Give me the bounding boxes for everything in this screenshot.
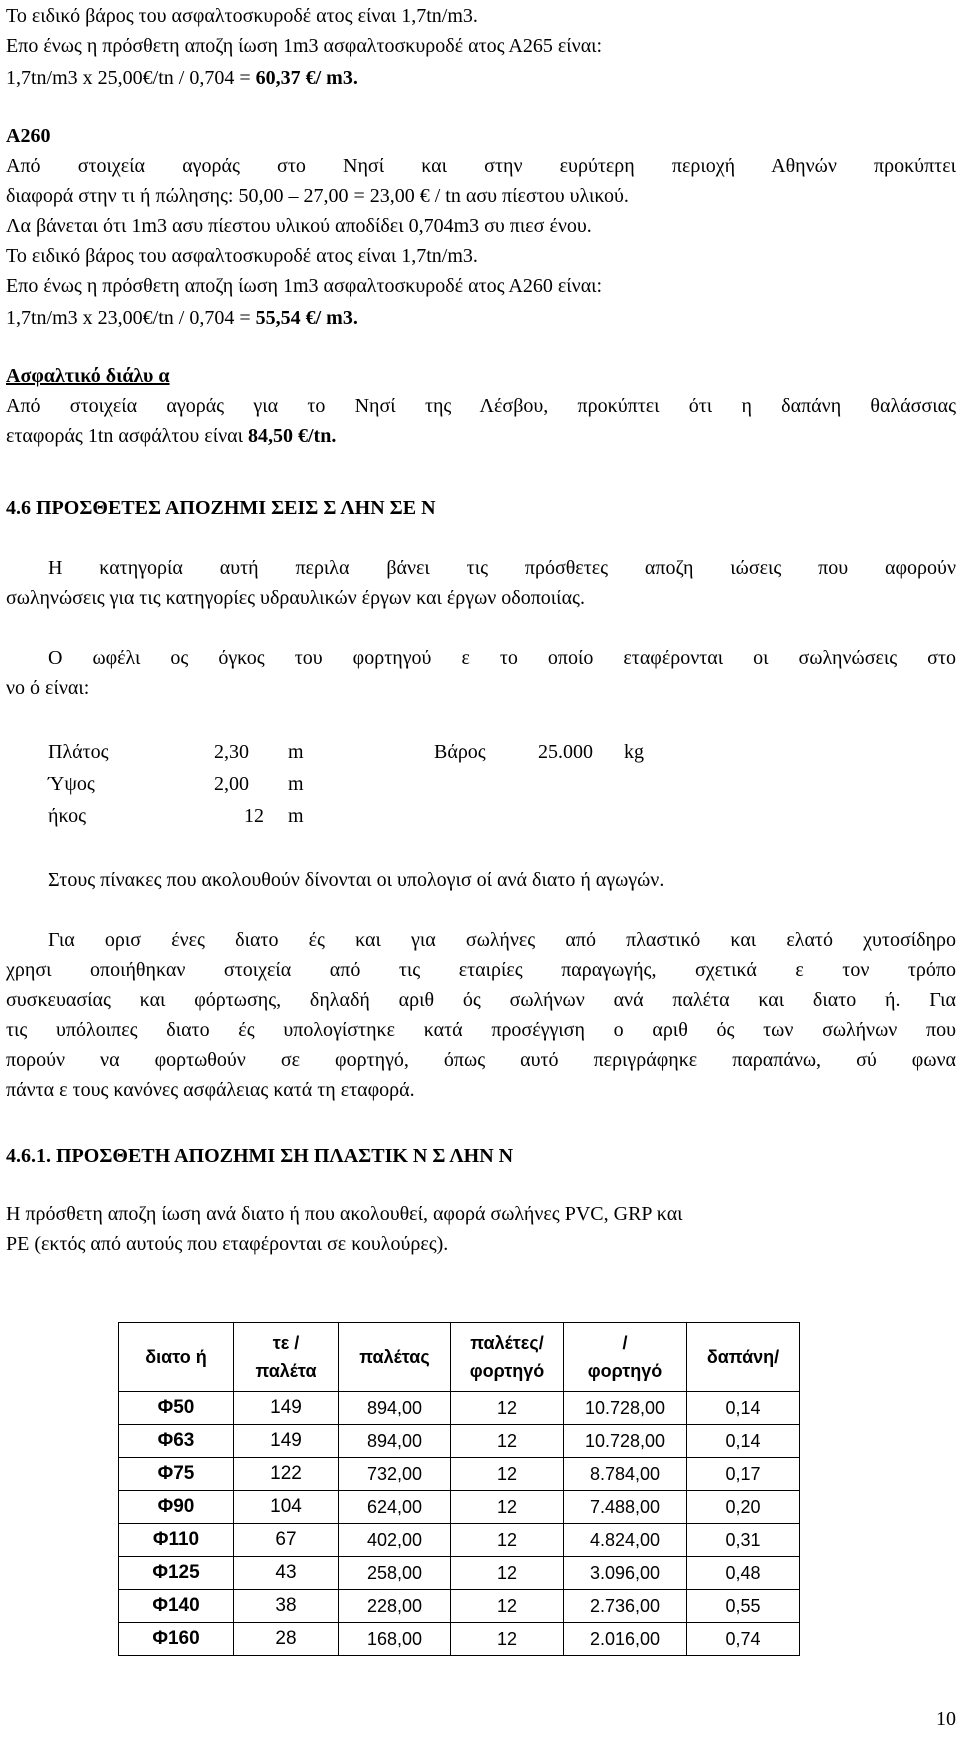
text-line (6, 424, 336, 448)
header-cell: παλέτας (339, 1323, 451, 1392)
header-cell: διατο ή (119, 1323, 234, 1392)
table-row (119, 1491, 800, 1524)
table-cell: 732,00 (339, 1458, 451, 1491)
table-cell: Φ75 (119, 1458, 234, 1491)
table-cell: 0,17 (687, 1458, 800, 1491)
table-cell: 38 (234, 1590, 339, 1623)
text-line: τις υπόλοιπες διατο ές υπολογίστηκε κατά προσέγγιση ο αριθ ός των σωλήνων που (6, 1019, 956, 1041)
table-cell: 10.728,00 (564, 1392, 687, 1425)
calc-result: 60,37 €/ m3. (255, 67, 358, 89)
text-line: Το ειδικό βάρος του ασφαλτοσκυροδέ ατος είναι 1,7tn/m3. (6, 245, 478, 267)
dim-label-height: Ύψος (48, 773, 95, 795)
table-row (119, 1458, 800, 1491)
section-heading-4-6-1: 4.6.1. ΠΡΟΣΘΕΤΗ ΑΠΟΖΗΜΙ ΣΗ ΠΛΑΣΤΙΚ Ν Σ ΛΗΝ Ν (6, 1145, 514, 1167)
table-row (119, 1623, 800, 1656)
text-line: σωληνώσεις για τις κατηγορίες υδραυλικών έργων και έργων οδοποιίας. (6, 587, 585, 609)
table-row (119, 1590, 800, 1623)
table-cell: Φ50 (119, 1392, 234, 1425)
section-heading-4-6: 4.6 ΠΡΟΣΘΕΤΕΣ ΑΠΟΖΗΜΙ ΣΕΙΣ Σ ΛΗΝ ΣΕ Ν (6, 497, 436, 519)
table-cell: 43 (234, 1557, 339, 1590)
dim-unit-length: m (288, 805, 304, 827)
text-span: εταφοράς 1tn ασφάλτου είναι (6, 425, 248, 447)
dim-unit-width: m (288, 741, 304, 763)
dim-label-length: ήκος (48, 805, 87, 827)
table-cell: 12 (451, 1623, 564, 1656)
table-cell: 28 (234, 1623, 339, 1656)
text-line: Στους πίνακες που ακολουθούν δίνονται οι υπολογισ οί ανά διατο ή αγωγών. (48, 869, 665, 891)
table-cell: Φ110 (119, 1524, 234, 1557)
text-line: χρησι οποιήθηκαν στοιχεία από τις εταιρίες παραγωγής, σχετικά ε τον τρόπο (6, 959, 956, 981)
dim-unit-weight: kg (624, 741, 644, 763)
table-cell: Φ160 (119, 1623, 234, 1656)
section-heading-a260: Α260 (6, 125, 51, 147)
table-cell: 12 (451, 1392, 564, 1425)
dim-value-width: 2,30 (214, 741, 249, 763)
text-line: νο ό είναι: (6, 677, 90, 699)
text-line: πάντα ε τους κανόνες ασφάλειας κατά τη εταφορά. (6, 1079, 415, 1101)
table-cell: 149 (234, 1425, 339, 1458)
table-cell: 12 (451, 1557, 564, 1590)
table-cell: Φ140 (119, 1590, 234, 1623)
calc-line (6, 306, 358, 330)
table-cell: 12 (451, 1491, 564, 1524)
dim-value-weight: 25.000 (538, 741, 593, 763)
table-cell: 0,55 (687, 1590, 800, 1623)
table-cell: 3.096,00 (564, 1557, 687, 1590)
text-line: Η πρόσθετη αποζη ίωση ανά διατο ή που ακολουθεί, αφορά σωλήνες PVC, GRP και (6, 1203, 683, 1225)
table-cell: 149 (234, 1392, 339, 1425)
table-cell: Φ63 (119, 1425, 234, 1458)
page-number: 10 (936, 1708, 956, 1730)
table-cell: 0,31 (687, 1524, 800, 1557)
table-row (119, 1524, 800, 1557)
calc-expression: 1,7tn/m3 x 23,00€/tn / 0,704 = (6, 307, 256, 329)
table-cell: 8.784,00 (564, 1458, 687, 1491)
table-cell: 0,20 (687, 1491, 800, 1524)
dim-value-height: 2,00 (214, 773, 249, 795)
table-cell: 12 (451, 1524, 564, 1557)
table-cell: 104 (234, 1491, 339, 1524)
cost-value: 84,50 €/tn. (248, 425, 337, 447)
text-line: Για ορισ ένες διατο ές και για σωλήνες από πλαστικό και ελατό χυτοσίδηρο (48, 929, 956, 951)
dim-label-width: Πλάτος (48, 741, 109, 763)
table-cell: 2.016,00 (564, 1623, 687, 1656)
dim-value-length: 12 (244, 805, 264, 827)
table-cell: 2.736,00 (564, 1590, 687, 1623)
text-line: Από στοιχεία αγοράς στο Νησί και στην ευρύτερη περιοχή Αθηνών προκύπτει (6, 155, 956, 177)
table-row (119, 1425, 800, 1458)
table-cell: 0,14 (687, 1392, 800, 1425)
table-cell: 168,00 (339, 1623, 451, 1656)
table-cell: 258,00 (339, 1557, 451, 1590)
table-cell: 0,48 (687, 1557, 800, 1590)
table-cell: 894,00 (339, 1392, 451, 1425)
table-row (119, 1557, 800, 1590)
table-cell: 402,00 (339, 1524, 451, 1557)
calc-result: 55,54 €/ m3. (255, 307, 358, 329)
table-cell: 12 (451, 1590, 564, 1623)
table-cell: 0,14 (687, 1425, 800, 1458)
pipe-cost-table (118, 1322, 800, 1656)
text-line: Επο ένως η πρόσθετη αποζη ίωση 1m3 ασφαλτοσκυροδέ ατος Α265 είναι: (6, 35, 603, 57)
section-heading-asphalt: Ασφαλτικό διάλυ α (6, 365, 170, 387)
table-cell: 7.488,00 (564, 1491, 687, 1524)
text-line: PE (εκτός από αυτούς που εταφέρονται σε κουλούρες). (6, 1233, 449, 1255)
table-cell: 122 (234, 1458, 339, 1491)
dim-unit-height: m (288, 773, 304, 795)
table-cell: 0,74 (687, 1623, 800, 1656)
table-header-row (119, 1323, 800, 1392)
text-line: Επο ένως η πρόσθετη αποζη ίωση 1m3 ασφαλτοσκυροδέ ατος Α260 είναι: (6, 275, 603, 297)
text-line: διαφορά στην τι ή πώλησης: 50,00 – 27,00 = 23,00 € / tn ασυ πίεστου υλικού. (6, 185, 629, 207)
header-cell: τε / παλέτα (234, 1323, 339, 1392)
table-cell: 12 (451, 1458, 564, 1491)
calc-line (6, 66, 358, 90)
header-cell: δαπάνη/ (687, 1323, 800, 1392)
table-cell: 228,00 (339, 1590, 451, 1623)
table-cell: 4.824,00 (564, 1524, 687, 1557)
table-cell: Φ90 (119, 1491, 234, 1524)
text-line: συσκευασίας και φόρτωσης, δηλαδή αριθ ός σωλήνων ανά παλέτα και διατο ή. Για (6, 989, 956, 1011)
header-cell: παλέτες/ φορτηγό (451, 1323, 564, 1392)
text-line: Ο ωφέλι ος όγκος του φορτηγού ε το οποίο εταφέρονται οι σωληνώσεις στο (48, 647, 956, 669)
table-cell: 624,00 (339, 1491, 451, 1524)
table-cell: 12 (451, 1425, 564, 1458)
text-line: πορούν να φορτωθούν σε φορτηγό, όπως αυτό περιγράφηκε παραπάνω, σύ φωνα (6, 1049, 956, 1071)
header-cell: / φορτηγό (564, 1323, 687, 1392)
table-cell: 894,00 (339, 1425, 451, 1458)
table-row (119, 1392, 800, 1425)
dim-label-weight: Βάρος (434, 741, 486, 763)
text-line: Λα βάνεται ότι 1m3 ασυ πίεστου υλικού αποδίδει 0,704m3 συ πιεσ ένου. (6, 215, 592, 237)
text-line: Το ειδικό βάρος του ασφαλτοσκυροδέ ατος είναι 1,7tn/m3. (6, 5, 478, 27)
table-cell: 67 (234, 1524, 339, 1557)
table-cell: Φ125 (119, 1557, 234, 1590)
text-line: Η κατηγορία αυτή περιλα βάνει τις πρόσθετες αποζη ιώσεις που αφορούν (48, 557, 956, 579)
calc-expression: 1,7tn/m3 x 25,00€/tn / 0,704 = (6, 67, 256, 89)
table-cell: 10.728,00 (564, 1425, 687, 1458)
text-line: Από στοιχεία αγοράς για το Νησί της Λέσβου, προκύπτει ότι η δαπάνη θαλάσσιας (6, 395, 956, 417)
